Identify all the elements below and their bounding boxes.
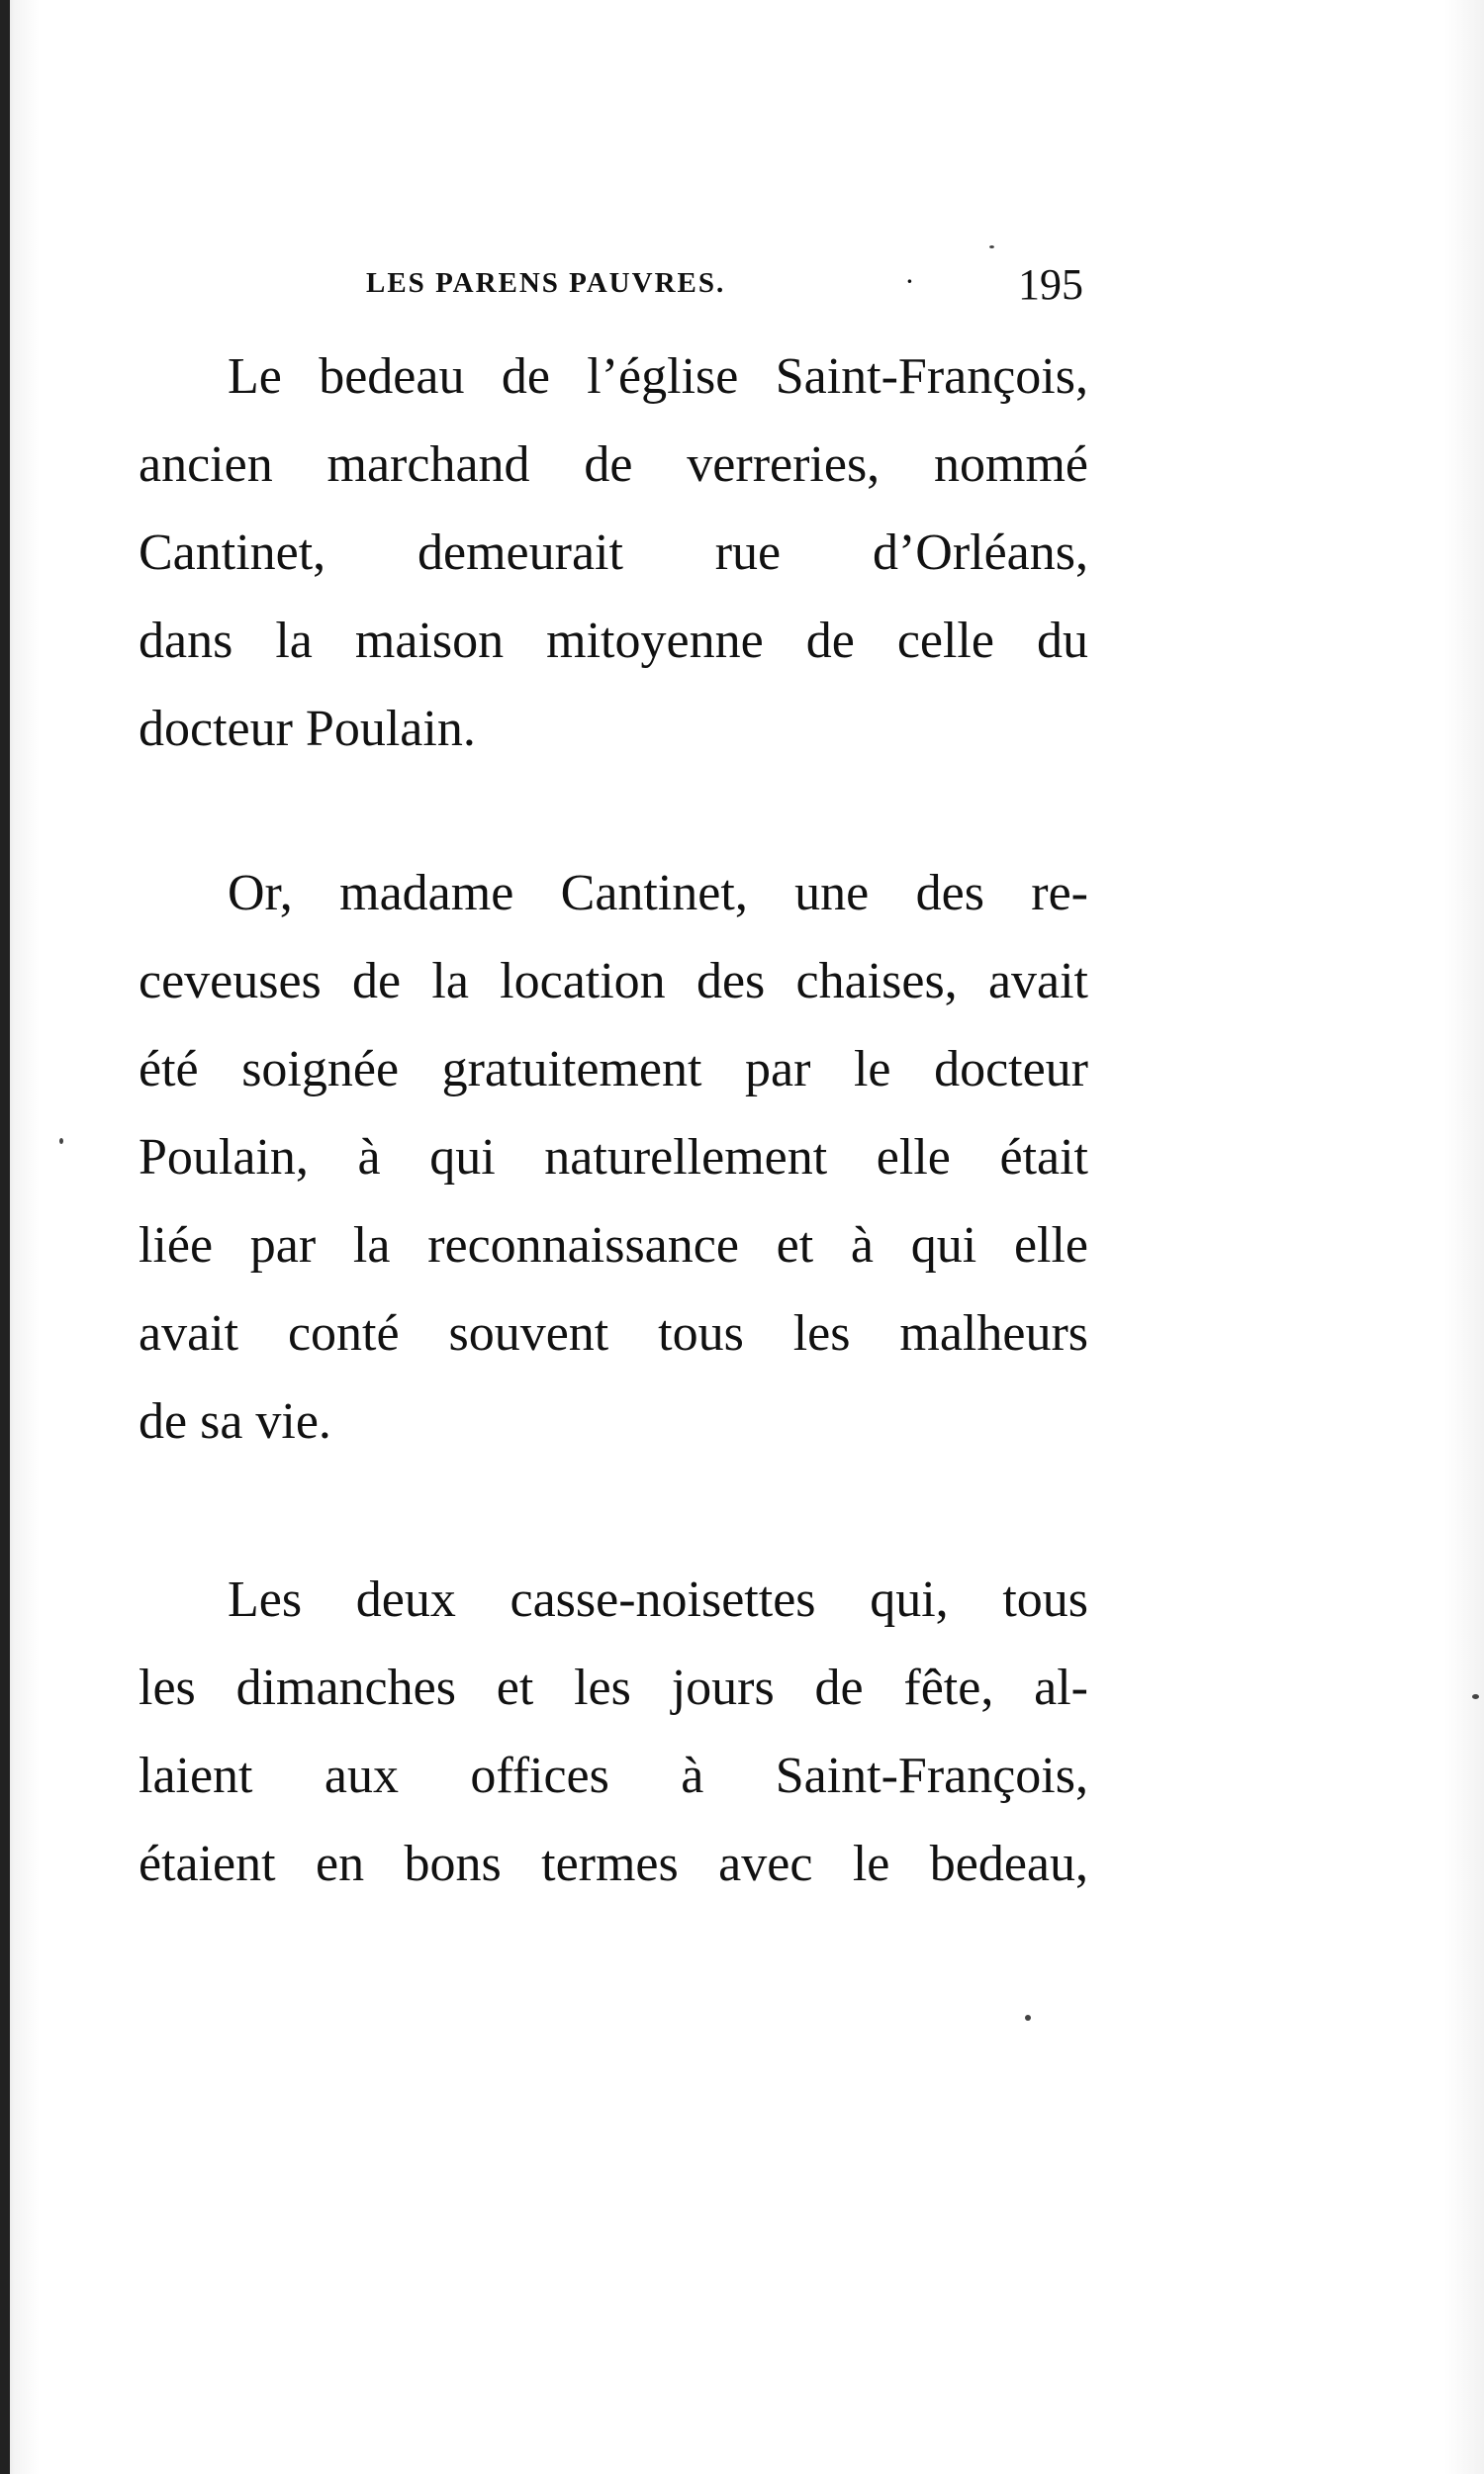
paragraph-3 <box>139 1556 1088 1908</box>
text-line: dans la maison mitoyenne de celle du <box>139 613 1088 669</box>
running-title: LES PARENS PAUVRES. <box>366 267 726 299</box>
page-header <box>366 259 1083 309</box>
text-line: les dimanches et les jours de fête, al- <box>139 1660 1088 1716</box>
text-line: étaient en bons termes avec le bedeau, <box>139 1836 1088 1892</box>
paper-speck <box>1025 2015 1031 2021</box>
text-line: Poulain, à qui naturellement elle était <box>139 1129 1088 1186</box>
text-line: ceveuses de la location des chaises, avait <box>139 953 1088 1009</box>
paper-speck <box>989 245 994 248</box>
text-line: Le bedeau de l’église Saint-François, <box>228 348 1088 405</box>
text-line: Or, madame Cantinet, une des re- <box>228 865 1088 921</box>
text-line: ancien marchand de verreries, nommé <box>139 436 1088 493</box>
paragraph-1 <box>139 333 1088 773</box>
text-line: avait conté souvent tous les malheurs <box>139 1305 1088 1362</box>
text-line: Cantinet, demeurait rue d’Orléans, <box>139 524 1088 581</box>
paper-speck <box>59 1138 63 1144</box>
page-number: 195 <box>1018 260 1083 309</box>
text-line: laient aux offices à Saint-François, <box>139 1748 1088 1804</box>
text-line: docteur Poulain. <box>139 701 476 757</box>
header-separator: · <box>905 265 914 298</box>
paragraph-2 <box>139 849 1088 1466</box>
text-line: de sa vie. <box>139 1393 331 1450</box>
paper-speck <box>1472 1694 1479 1699</box>
text-line: liée par la reconnaissance et à qui elle <box>139 1217 1088 1274</box>
page-binding-edge <box>0 0 10 2474</box>
text-line: été soignée gratuitement par le docteur <box>139 1041 1088 1097</box>
text-line: Les deux casse-noisettes qui, tous <box>228 1571 1088 1628</box>
